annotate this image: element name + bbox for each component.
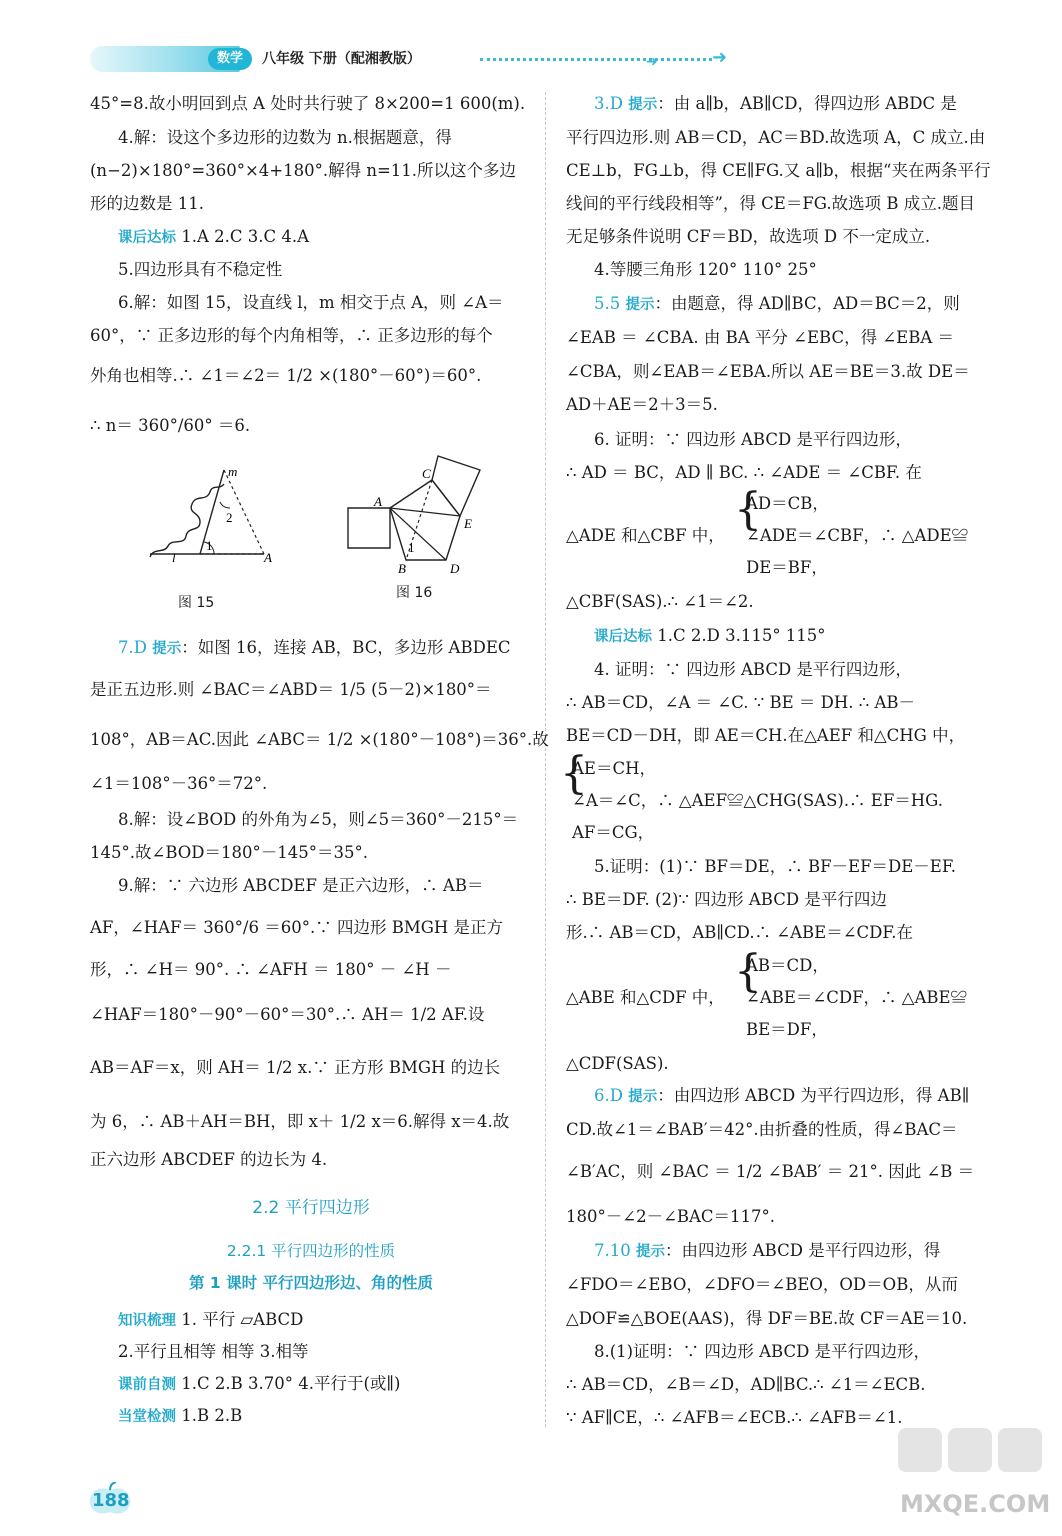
text-line: ∠B′AC，则 ∠BAC ＝ 1/2 ∠BAB′ ＝ 21°. 因此 ∠B ＝ (566, 1162, 975, 1181)
text-line: AD＝CB， (746, 494, 829, 513)
page-number (86, 1482, 134, 1516)
text-line: △ABE 和△CDF 中， (566, 988, 725, 1007)
text-line: 外角也相等.∴ ∠1＝∠2＝ 1/2 ×(180°－60°)＝60°. (90, 366, 482, 385)
answer-line (90, 640, 511, 657)
answers: 1.C 2.B 3.70° 4.平行于(或∥) (181, 1374, 401, 1393)
text-line: 形.∴ AB＝CD，AB∥CD.∴ ∠ABE＝∠CDF.在 (566, 923, 914, 942)
subject-badge: 数学 (208, 48, 252, 70)
figure-15 (140, 462, 280, 562)
question-number: 7.D (118, 638, 147, 657)
column-divider (545, 92, 546, 1427)
hint-text: ：如图 16，连接 AB，BC，多边形 ABDEC (181, 638, 511, 657)
answer-line (566, 1243, 940, 1260)
answer-line (90, 1312, 303, 1329)
text-line: ∠HAF＝180°－90°－60°＝30°.∴ AH＝ 1/2 AF.设 (90, 1005, 485, 1024)
text-line: ∴ AD ＝ BC，AD ∥ BC. ∴ ∠ADE ＝ ∠CBF. 在 (566, 463, 922, 482)
text-line: 9.解：∵ 六边形 ABCDEF 是正六边形，∴ AB＝ (118, 876, 484, 895)
text-line: 2.平行且相等 相等 3.相等 (118, 1342, 309, 1361)
hint-text: ：由 a∥b，AB∥CD，得四边形 ABDC 是 (657, 94, 957, 113)
figure-16 (342, 454, 492, 574)
text-line: ∠A＝∠C，∴ △AEF≌△CHG(SAS).∴ EF＝HG. (572, 791, 944, 810)
text-line: ∴ AB＝CD，∠B＝∠D，AD∥BC.∴ ∠1＝∠ECB. (566, 1375, 926, 1394)
text-line: 形的边数是 11. (90, 194, 204, 213)
subsection-title: 2.2.1 平行四边形的性质 (226, 1242, 396, 1260)
text-line: AE＝CH， (572, 759, 656, 778)
text-line: ∠ADE＝∠CBF，∴ △ADE≌ (746, 526, 969, 545)
text-line: BE＝CD－DH，即 AE＝CH.在△AEF 和△CHG 中， (566, 726, 966, 745)
text-line: 平行四边形.则 AB＝CD，AC＝BD.故选项 A，C 成立.由 (566, 128, 986, 147)
fig16-label-D: D (450, 561, 460, 574)
fig16-label-1: 1 (408, 540, 415, 555)
text-line: AF＝CG， (572, 823, 655, 842)
section-label: 知识梳理 (118, 1313, 176, 1329)
brace: { (734, 946, 762, 997)
answers: 1.A 2.C 3.C 4.A (181, 227, 310, 246)
hint-label: 提示 (628, 97, 658, 113)
text-line: 无足够条件说明 CF＝BD，故选项 D 不一定成立. (566, 227, 931, 246)
answers: 1. 平行 ▱ABCD (181, 1310, 304, 1329)
answers: 1.C 2.D 3.115° 115° (657, 626, 826, 645)
question-number: 3.D (594, 94, 623, 113)
text-line: AB＝CD， (746, 956, 829, 975)
figure-15-caption: 图 15 (178, 595, 215, 611)
text-line: 145°.故∠BOD＝180°－145°＝35°. (90, 843, 368, 862)
text-line: AB＝AF＝x，则 AH＝ 1/2 x.∵ 正方形 BMGH 的边长 (90, 1058, 501, 1077)
section-label: 课前自测 (118, 1377, 176, 1393)
text-line: 形，∴ ∠H＝ 90°. ∴ ∠AFH ＝ 180° － ∠H － (90, 960, 452, 979)
brace: { (560, 748, 588, 799)
text-line: △ADE 和△CBF 中， (566, 526, 725, 545)
hint-label: 提示 (152, 641, 182, 657)
book-title: 八年级 下册（配湘教版） (262, 51, 421, 67)
text-line: 4. 证明：∵ 四边形 ABCD 是平行四边形， (594, 660, 912, 679)
hint-label: 提示 (636, 1244, 665, 1260)
fig15-label-2: 2 (226, 510, 233, 525)
text-line: 为 6，∴ AB＋AH＝BH，即 x＋ 1/2 x＝6.解得 x＝4.故 (90, 1112, 510, 1131)
text-line: 108°，AB＝AC.因此 ∠ABC＝ 1/2 ×(180°－108°)＝36°.故 (90, 730, 549, 749)
hint-label: 提示 (625, 297, 655, 313)
text-line: DE＝BF， (746, 558, 828, 577)
page-number-text: 188 (92, 1490, 130, 1511)
question-number: 5.5 (594, 294, 621, 313)
text-line: ∠CBA，则∠EAB＝∠EBA.所以 AE＝BE＝3.故 DE＝ (566, 362, 970, 381)
text-line: ∠FDO＝∠EBO，∠DFO＝∠BEO，OD＝OB，从而 (566, 1275, 958, 1294)
answer-line (566, 628, 826, 645)
hint-text: ：由四边形 ABCD 是平行四边形，得 (665, 1241, 941, 1260)
hint-text: ：由题意，得 AD∥BC，AD＝BC＝2，则 (654, 294, 960, 313)
figure-16-caption: 图 16 (396, 585, 433, 601)
text-line: ∵ AF∥CE，∴ ∠AFB＝∠ECB.∴ ∠AFB＝∠1. (566, 1408, 903, 1427)
section-label: 课后达标 (594, 629, 652, 645)
fig16-label-C: C (422, 466, 431, 481)
text-line: 5.证明：(1)∵ BF＝DE，∴ BF－EF＝DE－EF. (594, 857, 956, 876)
text-line: CE⊥b，FG⊥b，得 CE∥FG.又 a∥b，根据“夹在两条平行 (566, 161, 991, 180)
text-line: AD＋AE＝2＋3＝5. (566, 395, 718, 414)
text-line: ∴ n＝ 360°/60° ＝6. (90, 416, 251, 435)
answers: 1.B 2.B (181, 1406, 243, 1425)
text-line: 4.等腰三角形 120° 110° 25° (594, 260, 817, 279)
answer-line (90, 1376, 400, 1393)
fig15-label-m: m (228, 464, 238, 479)
text-line: ∠ABE＝∠CDF，∴ △ABE≌ (746, 988, 968, 1007)
text-line: 180°－∠2－∠BAC＝117°. (566, 1207, 776, 1226)
brace: { (734, 484, 762, 535)
arrow-right-icon: ➜ (712, 47, 728, 68)
lesson-title: 第 1 课时 平行四边形边、角的性质 (189, 1274, 433, 1292)
text-line: △CBF(SAS).∴ ∠1＝∠2. (566, 592, 754, 611)
page-header (90, 40, 750, 80)
hint-label: 提示 (628, 1089, 658, 1105)
text-line: 4.解：设这个多边形的边数为 n.根据题意，得 (118, 128, 452, 147)
question-number: 6.D (594, 1086, 623, 1105)
fig15-label-1: 1 (206, 538, 213, 553)
text-line: △DOF≌△BOE(AAS)，得 DF＝BE.故 CF＝AE＝10. (566, 1309, 968, 1328)
answer-line (566, 1088, 969, 1105)
text-line: 8.解：设∠BOD 的外角为∠5，则∠5＝360°－215°＝ (118, 810, 519, 829)
watermark-text: MXQE.COM (900, 1490, 1051, 1518)
text-line: 是正五边形.则 ∠BAC＝∠ABD＝ 1/5 (5－2)×180°＝ (90, 680, 492, 699)
fig16-label-B: B (398, 561, 406, 574)
text-line: BE＝DF， (746, 1020, 828, 1039)
text-line: 45°=8.故小明回到点 A 处时共行驶了 8×200=1 600(m). (90, 94, 526, 113)
fig16-label-E: E (464, 516, 472, 531)
text-line: ∴ AB＝CD，∠A ＝ ∠C. ∵ BE ＝ DH. ∴ AB－ (566, 693, 916, 712)
text-line: 正六边形 ABCDEF 的边长为 4. (90, 1150, 328, 1169)
answer-line (90, 1408, 242, 1425)
text-line: 8.(1)证明：∵ 四边形 ABCD 是平行四边形， (594, 1342, 931, 1361)
text-line: 线间的平行线段相等”，得 CE＝FG.故选项 B 成立.题目 (566, 194, 975, 213)
text-line: 6. 证明：∵ 四边形 ABCD 是平行四边形， (594, 430, 912, 449)
question-number: 7.10 (594, 1241, 631, 1260)
text-line: (n−2)×180°=360°×4+180°.解得 n=11.所以这个多边 (90, 161, 517, 180)
fig15-label-A: A (264, 550, 272, 562)
hint-text: ：由四边形 ABCD 为平行四边形，得 AB∥ (657, 1086, 970, 1105)
section-title: 2.2 平行四边形 (252, 1198, 370, 1218)
text-line: 5.四边形具有不稳定性 (118, 260, 283, 279)
text-line: AF，∠HAF＝ 360°/6 ＝60°.∵ 四边形 BMGH 是正方 (90, 918, 504, 937)
answer-line (566, 96, 957, 113)
section-label: 当堂检测 (118, 1409, 176, 1425)
text-line: ∠EAB ＝ ∠CBA. 由 BA 平分 ∠EBC，得 ∠EBA ＝ (566, 328, 954, 347)
arrow-right-icon: ➜ (646, 54, 658, 70)
answer-line (90, 229, 309, 246)
fig15-label-l: l (172, 550, 176, 562)
answer-line (566, 296, 960, 313)
text-line: CD.故∠1＝∠BAB′＝42°.由折叠的性质，得∠BAC＝ (566, 1120, 958, 1139)
text-line: 60°，∵ 正多边形的每个内角相等，∴ 正多边形的每个 (90, 326, 493, 345)
header-dotted-line (480, 58, 712, 61)
fig16-label-A: A (374, 494, 382, 509)
section-label: 课后达标 (118, 230, 176, 246)
text-line: ∠1＝108°－36°＝72°. (90, 774, 268, 793)
text-line: △CDF(SAS). (566, 1054, 669, 1073)
text-line: 6.解：如图 15，设直线 l，m 相交于点 A，则 ∠A＝ (118, 293, 504, 312)
text-line: ∴ BE＝DF. (2)∵ 四边形 ABCD 是平行四边 (566, 890, 887, 909)
